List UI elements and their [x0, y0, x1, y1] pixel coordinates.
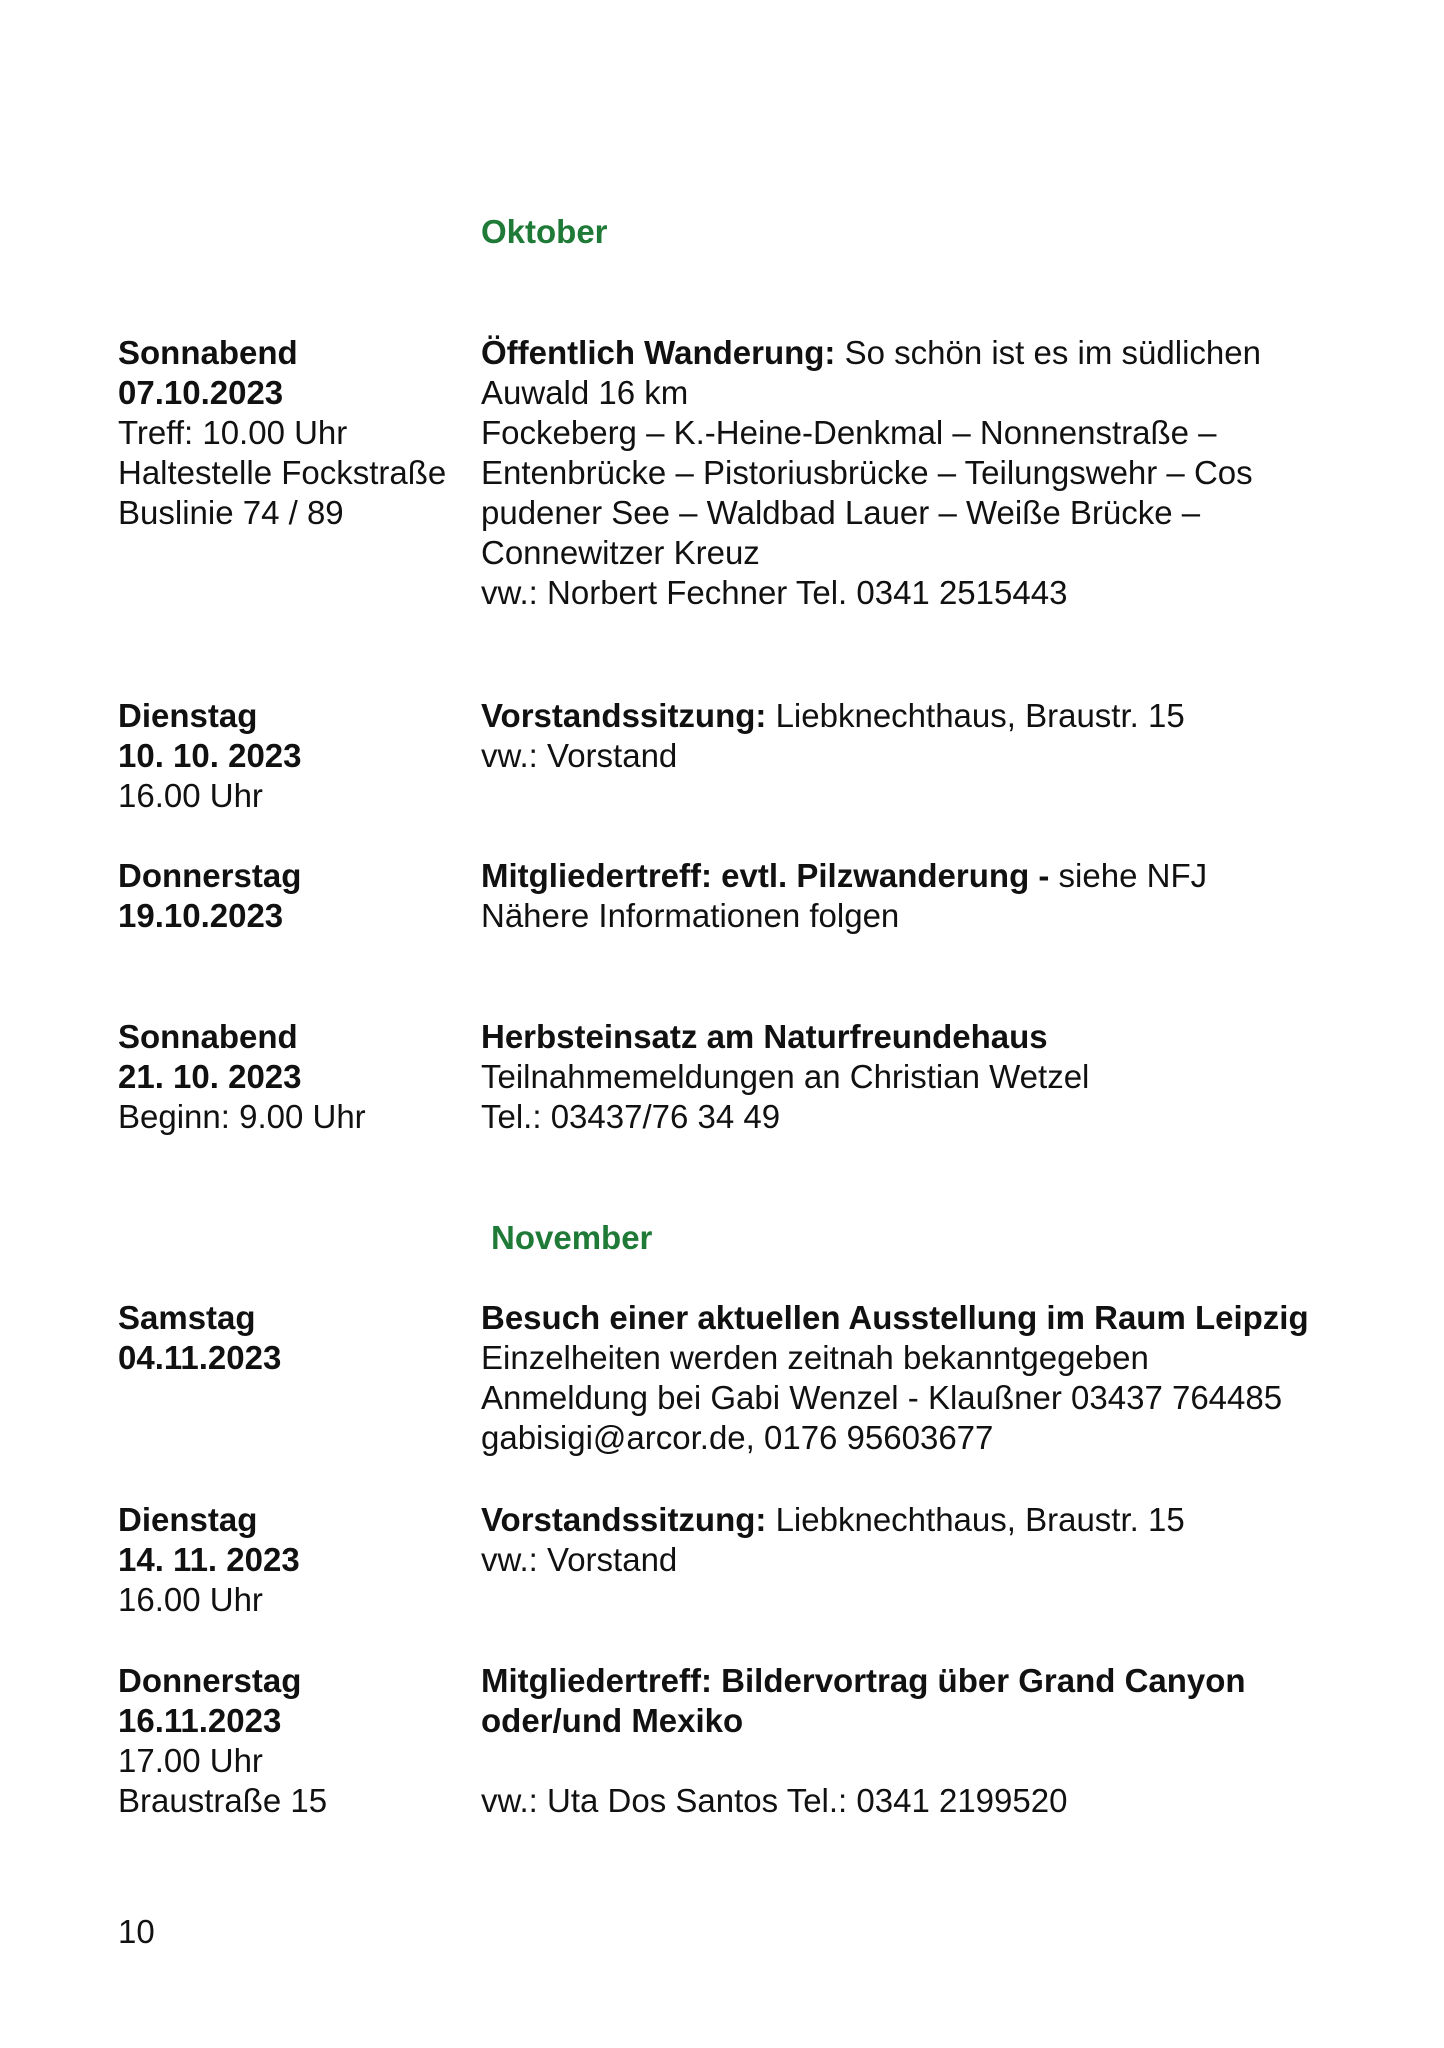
event-details — [481, 856, 1401, 936]
event-bus-line: Buslinie 74 / 89 — [118, 494, 344, 531]
page-number: 10 — [118, 1913, 155, 1950]
event-time: Treff: 10.00 Uhr — [118, 414, 348, 451]
month-heading-october: Oktober — [481, 213, 608, 250]
event-route-line: Connewitzer Kreuz — [481, 534, 760, 571]
event-title-rest: So schön ist es im südlichen — [835, 334, 1261, 371]
event-registration: Anmeldung bei Gabi Wenzel - Klaußner 03437 764485 — [481, 1379, 1283, 1416]
event-details — [481, 1298, 1401, 1458]
event-title: Öffentlich Wanderung: — [481, 334, 836, 371]
event-time: 16.00 Uhr — [118, 777, 263, 814]
event-contact: vw.: Vorstand — [481, 737, 678, 774]
event-contact: vw.: Norbert Fechner Tel. 0341 2515443 — [481, 574, 1068, 611]
event-details — [481, 333, 1401, 613]
event-date: 19.10.2023 — [118, 897, 284, 934]
event-title: Vorstandssitzung: — [481, 1501, 767, 1538]
event-meeting-point: Haltestelle Fockstraße — [118, 454, 447, 491]
event-contact: Tel.: 03437/76 34 49 — [481, 1098, 781, 1135]
event-title: Vorstandssitzung: — [481, 697, 767, 734]
event-details — [481, 1017, 1401, 1137]
event-route-line: Fockeberg – K.-Heine-Denkmal – Nonnenstraße – — [481, 414, 1217, 451]
event-time: 16.00 Uhr — [118, 1581, 263, 1618]
event-weekday: Donnerstag — [118, 857, 302, 894]
event-date-block — [118, 856, 468, 936]
event-time: Beginn: 9.00 Uhr — [118, 1098, 366, 1135]
event-details — [481, 1661, 1401, 1821]
event-weekday: Dienstag — [118, 1501, 258, 1538]
event-weekday: Sonnabend — [118, 1018, 298, 1055]
event-route-line: pudener See – Waldbad Lauer – Weiße Brücke – — [481, 494, 1201, 531]
event-contact: gabisigi@arcor.de, 0176 95603677 — [481, 1419, 994, 1456]
event-weekday: Samstag — [118, 1299, 256, 1336]
event-contact: vw.: Vorstand — [481, 1541, 678, 1578]
event-location: Braustraße 15 — [118, 1782, 328, 1819]
month-heading-november: November — [491, 1219, 653, 1256]
event-weekday: Sonnabend — [118, 334, 298, 371]
event-weekday: Donnerstag — [118, 1662, 302, 1699]
event-info: Einzelheiten werden zeitnah bekanntgegeben — [481, 1339, 1149, 1376]
event-title-continued: oder/und Mexiko — [481, 1702, 744, 1739]
event-date-block — [118, 696, 468, 816]
event-title-rest: siehe NFJ — [1049, 857, 1208, 894]
event-time: 17.00 Uhr — [118, 1742, 263, 1779]
event-date-block — [118, 1500, 468, 1620]
event-title-rest: Liebknechthaus, Braustr. 15 — [766, 697, 1185, 734]
event-details — [481, 696, 1401, 776]
event-title-rest: Liebknechthaus, Braustr. 15 — [766, 1501, 1185, 1538]
event-title: Mitgliedertreff: evtl. Pilzwanderung - — [481, 857, 1050, 894]
event-route-line: Entenbrücke – Pistoriusbrücke – Teilungswehr – Cos — [481, 454, 1253, 491]
event-date: 21. 10. 2023 — [118, 1058, 302, 1095]
event-date-block — [118, 1017, 468, 1137]
event-date: 04.11.2023 — [118, 1339, 282, 1376]
event-distance: Auwald 16 km — [481, 374, 689, 411]
event-title: Mitgliedertreff: Bildervortrag über Grand Canyon — [481, 1662, 1246, 1699]
event-info: Teilnahmemeldungen an Christian Wetzel — [481, 1058, 1090, 1095]
event-date: 07.10.2023 — [118, 374, 284, 411]
event-title: Besuch einer aktuellen Ausstellung im Raum Leipzig — [481, 1299, 1309, 1336]
event-details — [481, 1500, 1401, 1580]
event-contact: vw.: Uta Dos Santos Tel.: 0341 2199520 — [481, 1782, 1068, 1819]
event-date: 10. 10. 2023 — [118, 737, 302, 774]
event-date-block — [118, 1661, 468, 1821]
event-info: Nähere Informationen folgen — [481, 897, 900, 934]
event-date: 16.11.2023 — [118, 1702, 282, 1739]
event-date-block — [118, 333, 468, 533]
event-date-block — [118, 1298, 468, 1378]
event-title: Herbsteinsatz am Naturfreundehaus — [481, 1018, 1048, 1055]
event-date: 14. 11. 2023 — [118, 1541, 300, 1578]
event-weekday: Dienstag — [118, 697, 258, 734]
